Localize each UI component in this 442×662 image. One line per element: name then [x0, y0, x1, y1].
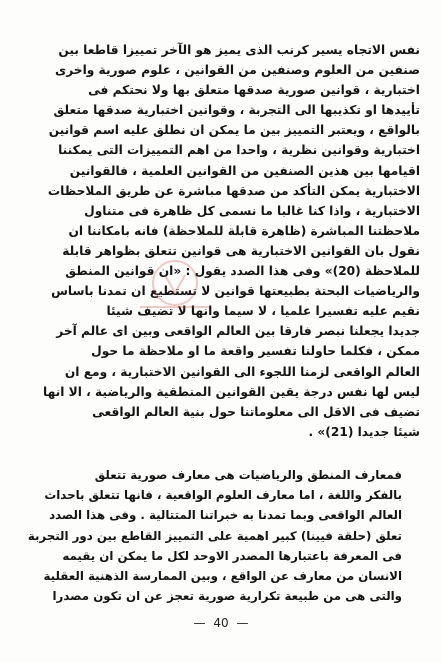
text-line: بالفكر واللغة ، اما معارف العلوم الواقعية ، فانها تتعلق باحداث [44, 488, 402, 503]
paragraph-2 [22, 465, 420, 606]
text-line: نقول بان القوانين الاختبارية هى قوانين تتعلق بظواهر قابلة [62, 243, 420, 258]
text-line: بالواقع ، ويعتبر التمييز بين ما يمكن ان نطلق عليه اسم قوانين [48, 123, 420, 138]
text-line: والرياضيات البحتة بطبيعتها قوانين لا تستطيع ان تمدنا باساس [51, 284, 420, 299]
text-line: العالم الواقعى لزمنا اللجوء الى القوانين الاختبارية ، ومع ان [64, 364, 420, 379]
text-line: نفس الاتجاه يسير كرنب الذى يميز هو الآخر تمييزا قاطعا بين [58, 43, 420, 57]
text-line: جديدا يجعلنا نبصر فارقا بين العالم الواقعى وبين اى عالم آخر [56, 324, 420, 339]
text-line: العالم الواقعى وبما تمدنا به خبراتنا المتتالية . وفى هذا الصدد [49, 508, 402, 523]
text-line: الانسان من معارف عن الواقع ، وبين الممارسة الذهنية العقلية [43, 569, 402, 584]
text-line: فمعارف المنطق والرياضيات هى معارف صورية تتعلق [94, 468, 402, 482]
footer-dash-right: — [236, 616, 249, 630]
page-number: 40 [213, 616, 229, 630]
text-line: تعلق (حلقة فيينا) كبير اهمية على التمييز القاطع بين دور التجربة [27, 528, 402, 543]
text-line: اختبارية ، قوانين صورية صدقها متعلق بها ولا نحتكم فى [88, 83, 420, 98]
text-line: اختبارية وقوانين نظرية ، واحدا من اهم التمييزات التى يمكننا [58, 143, 420, 158]
page-footer [0, 616, 442, 636]
text-line: شيئا جديدا (21)» . [308, 424, 420, 439]
paragraph-1 [22, 40, 420, 442]
text-line: تأييدها او تكذيبها الى التجربة ، وقوانين اختبارية صدقها متعلق [53, 103, 420, 118]
footer-dash-left: — [193, 616, 206, 630]
text-line: صنفين من العلوم وصنفين من القوانين ، علوم صورية واخرى [55, 63, 420, 78]
text-line: ملاحظتنا المباشرة (ظاهرة قابلة للملاحظة) فانه بامكاننا ان [68, 223, 420, 238]
text-line: والتى هى من طبيعة تكرارية صورية تعجز عن ان تكون مصدرا [52, 589, 402, 604]
text-line: اقيامها بين هذين الصنفين من القوانين العلمية ، فالقوانين [69, 163, 420, 178]
text-line: ممكن ، فكلما حاولنا تفسير واقعة ما او ملاحظة ما حول [91, 344, 420, 359]
text-line: نقيم عليه تفسيرا علميا ، لا سيما وانها لا تضيف شيئا [106, 304, 420, 319]
text-line: ليس لها نفس درجة يقين القوانين المنطقية والرياضية ، الا انها [43, 384, 420, 399]
text-line: الاختبارية ، واذا كنا غالبا ما نسمى كل ظاهرة فى متناول [84, 203, 420, 218]
text-line: الاختبارية يمكن التأكد من صدقها مباشرة عن طريق الملاحظات [47, 183, 420, 198]
text-line: فى المعرفة باعتبارها المصدر الاوحد لكل ما يمكن ان يقيمه [62, 548, 402, 563]
text-line: للملاحظة (20)» وفى هذا الصدد يقول : «ان قوانين المنطق [65, 264, 420, 279]
text-line: تضيف فى الاقل الى معلوماتنا حول بنية العالم الواقعى [92, 404, 420, 419]
